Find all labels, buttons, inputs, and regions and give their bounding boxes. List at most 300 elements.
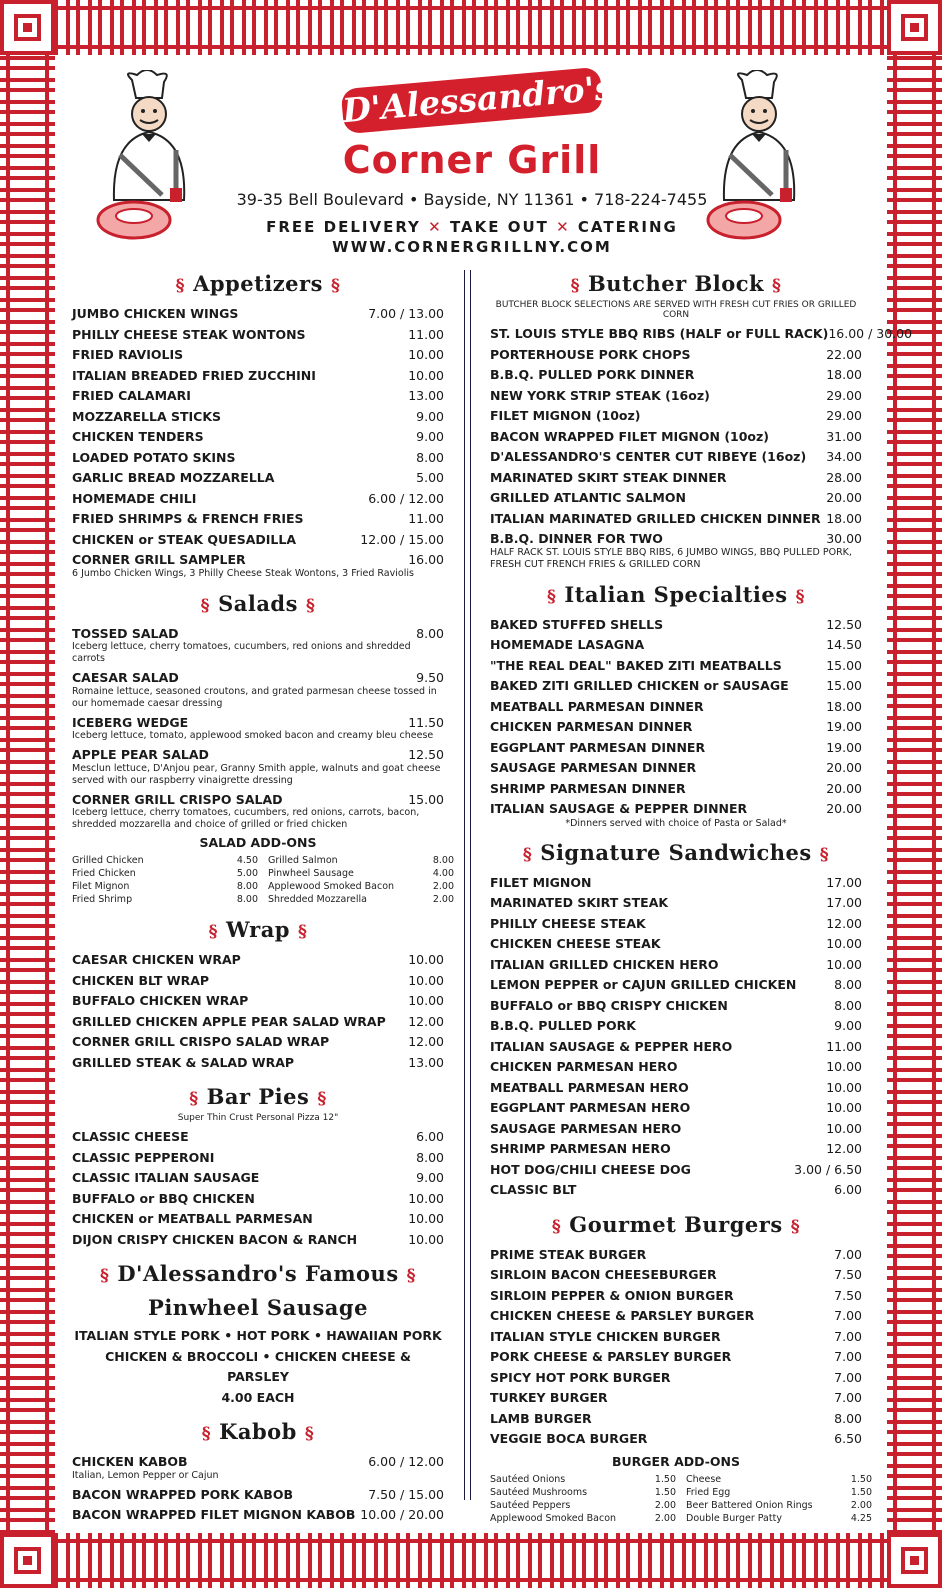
item-name: SIRLOIN BACON CHEESEBURGER bbox=[490, 1267, 717, 1282]
famous-line: CHICKEN & BROCCOLI • CHICKEN CHEESE & PARSLEY bbox=[105, 1348, 411, 1384]
menu-item bbox=[72, 991, 444, 1012]
menu-item bbox=[490, 635, 862, 656]
item-price: 16.00 bbox=[408, 552, 444, 567]
section-title: § Butcher Block § bbox=[570, 271, 782, 296]
item-name: SAUSAGE PARMESAN DINNER bbox=[490, 760, 697, 775]
item-name: HOT DOG/CHILI CHEESE DOG bbox=[490, 1161, 691, 1177]
item-name: SIRLOIN PEPPER & ONION BURGER bbox=[490, 1287, 734, 1303]
item-price: 28.00 bbox=[826, 469, 862, 485]
item-price: 10.00 bbox=[408, 1231, 444, 1247]
menu-item bbox=[72, 366, 444, 387]
salad-addons-title: SALAD ADD-ONS bbox=[199, 835, 317, 850]
item-name: CAESAR SALAD bbox=[72, 670, 179, 685]
item-name: ITALIAN SAUSAGE & PEPPER DINNER bbox=[490, 801, 748, 816]
item-name: CHICKEN PARMESAN DINNER bbox=[490, 719, 693, 734]
menu-content bbox=[62, 60, 913, 1528]
item-name: GARLIC BREAD MOZZARELLA bbox=[72, 470, 275, 485]
item-price: 7.50 / 15.00 bbox=[368, 1486, 444, 1502]
addons-grid bbox=[490, 1473, 872, 1525]
item-name: MARINATED SKIRT STEAK bbox=[490, 895, 669, 910]
item-name: "THE REAL DEAL" BAKED ZITI MEATBALLS bbox=[490, 657, 782, 673]
item-name: CHICKEN PARMESAN HERO bbox=[490, 1059, 678, 1074]
menu-item bbox=[72, 304, 444, 325]
menu-item bbox=[490, 996, 862, 1017]
menu-item bbox=[72, 1032, 444, 1053]
menu-list bbox=[72, 304, 444, 571]
cross-knives-icon: ✕ bbox=[556, 218, 578, 236]
item-price: 19.00 bbox=[826, 719, 862, 734]
item-name: BACON WRAPPED FILET MIGNON (10oz) bbox=[490, 428, 769, 444]
item-price: 10.00 bbox=[408, 1211, 444, 1226]
item-name: FILET MIGNON (10oz) bbox=[490, 408, 641, 423]
service-catering: CATERING bbox=[577, 218, 678, 236]
addon-name: Pinwheel Sausage bbox=[268, 868, 354, 879]
restaurant-address: 39-35 Bell Boulevard • Bayside, NY 11361 • 718-224-7455 bbox=[236, 190, 708, 209]
section-mark-icon: § bbox=[790, 1216, 801, 1237]
item-price: 9.00 bbox=[416, 408, 444, 424]
addon-price: 1.50 bbox=[850, 1473, 872, 1485]
menu-item bbox=[72, 1485, 444, 1506]
left-column bbox=[72, 270, 454, 1536]
item-name: PRIME STEAK BURGER bbox=[490, 1246, 647, 1262]
addon-price: 2.00 bbox=[654, 1512, 676, 1524]
item-name: EGGPLANT PARMESAN DINNER bbox=[490, 739, 706, 755]
menu-item bbox=[490, 1265, 862, 1286]
menu-item bbox=[490, 447, 862, 468]
menu-item bbox=[72, 1230, 444, 1251]
menu-item bbox=[490, 955, 862, 976]
item-description: 6 Jumbo Chicken Wings, 3 Philly Cheese Steak Wontons, 3 Fried Raviolis bbox=[72, 567, 414, 579]
menu-item bbox=[490, 324, 913, 345]
section-mark-icon: § bbox=[305, 595, 316, 616]
item-name: SHRIMP PARMESAN DINNER bbox=[490, 780, 686, 796]
menu-item bbox=[490, 975, 862, 996]
addon-name: Cheese bbox=[686, 1473, 722, 1485]
item-price: 10.00 bbox=[408, 972, 444, 988]
section-title: § Signature Sandwiches § bbox=[522, 839, 830, 865]
addon-name: Sautéed Peppers bbox=[490, 1499, 571, 1511]
item-name: CLASSIC BLT bbox=[490, 1182, 577, 1197]
right-column bbox=[490, 270, 913, 1535]
addon-name: Applewood Smoked Bacon bbox=[490, 1512, 617, 1524]
section-title: § Italian Specialties § bbox=[547, 581, 805, 607]
addon-name: Grilled Salmon bbox=[268, 855, 338, 866]
item-name: GRILLED CHICKEN APPLE PEAR SALAD WRAP bbox=[72, 1013, 386, 1029]
service-delivery: FREE DELIVERY bbox=[266, 218, 421, 236]
item-name: CAESAR CHICKEN WRAP bbox=[72, 952, 241, 967]
item-name: LEMON PEPPER or CAJUN GRILLED CHICKEN bbox=[490, 977, 797, 992]
item-price: 20.00 bbox=[826, 801, 862, 816]
item-price: 5.00 bbox=[416, 470, 444, 485]
item-description: Iceberg lettuce, tomato, applewood smoked bacon and creamy bleu cheese bbox=[72, 730, 434, 741]
item-name: CLASSIC ITALIAN SAUSAGE bbox=[72, 1170, 260, 1185]
item-price: 20.00 bbox=[826, 780, 862, 796]
item-price: 10.00 bbox=[826, 1120, 862, 1136]
addon-name: Grilled Chicken bbox=[72, 855, 144, 866]
border-corner bbox=[0, 0, 55, 55]
menu-item bbox=[490, 1306, 862, 1327]
item-price: 9.00 bbox=[834, 1018, 862, 1033]
website-url: WWW.CORNERGRILLNY.COM bbox=[332, 238, 612, 256]
menu-item bbox=[72, 530, 444, 551]
item-name: B.B.Q. PULLED PORK bbox=[490, 1018, 636, 1033]
item-name: ITALIAN MARINATED GRILLED CHICKEN DINNER bbox=[490, 510, 821, 526]
menu-item bbox=[490, 893, 862, 914]
menu-item bbox=[72, 1505, 444, 1526]
item-name: GRILLED ATLANTIC SALMON bbox=[490, 490, 686, 505]
item-price: 12.00 bbox=[826, 915, 862, 931]
item-price: 7.00 bbox=[834, 1308, 862, 1323]
item-name: VEGGIE BOCA BURGER bbox=[490, 1431, 648, 1446]
item-price: 8.00 bbox=[834, 977, 862, 992]
addon-name: Beer Battered Onion Rings bbox=[686, 1499, 813, 1511]
item-name: B.B.Q. PULLED PORK DINNER bbox=[490, 367, 695, 382]
item-price: 12.00 bbox=[408, 1013, 444, 1029]
section-butcher-block bbox=[490, 270, 913, 571]
addon-price: 2.00 bbox=[850, 1499, 872, 1511]
section-appetizers bbox=[72, 270, 444, 580]
addon-price: 2.00 bbox=[654, 1499, 676, 1511]
menu-header bbox=[62, 60, 880, 265]
item-price: 29.00 bbox=[826, 408, 862, 423]
addon-price: 5.00 bbox=[236, 868, 258, 879]
addon-price: 1.50 bbox=[654, 1486, 676, 1498]
item-name: ITALIAN BREADED FRIED ZUCCHINI bbox=[72, 367, 316, 383]
item-price: 15.00 bbox=[826, 657, 862, 673]
border-right bbox=[887, 0, 942, 1588]
menu-item bbox=[490, 738, 862, 759]
section-subtitle: Pinwheel Sausage bbox=[148, 1295, 368, 1320]
addon-name: Fried Shrimp bbox=[72, 894, 133, 905]
menu-list bbox=[490, 324, 913, 550]
item-price: 18.00 bbox=[826, 367, 862, 382]
burger-addons-title: BURGER ADD-ONS bbox=[611, 1453, 740, 1469]
section-mark-icon: § bbox=[99, 1266, 110, 1286]
menu-item bbox=[490, 873, 862, 894]
item-price: 3.00 / 6.50 bbox=[794, 1161, 862, 1177]
item-name: MEATBALL PARMESAN HERO bbox=[490, 1079, 689, 1095]
section-title: § Bar Pies § bbox=[189, 1084, 327, 1109]
item-name: MEATBALL PARMESAN DINNER bbox=[490, 698, 704, 714]
menu-item bbox=[490, 934, 862, 955]
item-name: FRIED SHRIMPS & FRENCH FRIES bbox=[72, 511, 304, 526]
menu-item bbox=[490, 1139, 862, 1160]
item-name: ITALIAN STYLE CHICKEN BURGER bbox=[490, 1328, 721, 1344]
item-name: DIJON CRISPY CHICKEN BACON & RANCH bbox=[72, 1231, 358, 1247]
menu-item bbox=[490, 1057, 862, 1078]
addon-name: Sautéed Mushrooms bbox=[490, 1486, 588, 1498]
menu-item bbox=[490, 1078, 862, 1099]
addon-price: 1.50 bbox=[850, 1486, 872, 1498]
section-mark-icon: § bbox=[304, 1424, 315, 1444]
section-title: § D'Alessandro's Famous § bbox=[99, 1261, 417, 1286]
item-price: 17.00 bbox=[826, 895, 862, 910]
section-mark-icon: § bbox=[406, 1266, 417, 1286]
item-price: 10.00 bbox=[826, 1079, 862, 1095]
item-price: 10.00 bbox=[408, 1190, 444, 1206]
item-name: ICEBERG WEDGE bbox=[72, 714, 189, 730]
item-name: BACON WRAPPED PORK KABOB bbox=[72, 1486, 293, 1502]
item-name: APPLE PEAR SALAD bbox=[72, 747, 209, 762]
item-price: 19.00 bbox=[826, 739, 862, 755]
item-price: 11.00 bbox=[408, 511, 444, 526]
item-price: 11.00 bbox=[826, 1038, 862, 1054]
addon-price: 2.00 bbox=[432, 881, 454, 892]
item-price: 6.00 / 12.00 bbox=[368, 490, 444, 506]
menu-item bbox=[72, 386, 444, 407]
item-price: 12.50 bbox=[408, 747, 444, 762]
section-mark-icon: § bbox=[200, 595, 211, 616]
item-price: 29.00 bbox=[826, 387, 862, 403]
addon-name: Applewood Smoked Bacon bbox=[268, 881, 395, 892]
item-price: 12.00 / 15.00 bbox=[360, 531, 444, 547]
menu-item bbox=[490, 914, 862, 935]
item-price: 13.00 bbox=[408, 388, 444, 403]
menu-list bbox=[490, 1245, 862, 1450]
item-description: Italian, Lemon Pepper or Cajun bbox=[72, 1469, 219, 1481]
item-price: 10.00 bbox=[408, 347, 444, 362]
item-price: 16.00 / 30.00 bbox=[828, 326, 913, 341]
section-mark-icon: § bbox=[795, 586, 805, 607]
menu-item bbox=[72, 489, 444, 510]
chef-illustration-icon bbox=[92, 70, 212, 245]
item-description: HALF RACK ST. LOUIS STYLE BBQ RIBS, 6 JUMBO WINGS, BBQ PULLED PORK, FRESH CUT FRENCH FRIES & GRILLED CORN bbox=[490, 546, 852, 570]
border-left bbox=[0, 0, 55, 1588]
section-note: BUTCHER BLOCK SELECTIONS ARE SERVED WITH FRESH CUT FRIES OR GRILLED CORN bbox=[495, 300, 857, 320]
item-price: 10.00 / 20.00 bbox=[360, 1507, 444, 1522]
menu-list bbox=[490, 873, 862, 1201]
addon-name: Shredded Mozzarella bbox=[268, 894, 367, 905]
item-price: 10.00 bbox=[826, 956, 862, 972]
menu-item bbox=[490, 365, 862, 386]
menu-list bbox=[72, 1127, 444, 1250]
services-line bbox=[212, 218, 732, 236]
section-mark-icon: § bbox=[819, 844, 830, 865]
menu-item bbox=[72, 1189, 444, 1210]
menu-item bbox=[490, 427, 862, 448]
addon-name: Filet Mignon bbox=[72, 881, 130, 892]
section-mark-icon: § bbox=[772, 276, 782, 296]
section-salads bbox=[72, 590, 454, 907]
addons-grid bbox=[72, 854, 454, 906]
item-price: 8.00 bbox=[416, 449, 444, 465]
section-famous-sausage bbox=[72, 1260, 444, 1408]
menu-item bbox=[490, 1286, 862, 1307]
addon-name: Fried Egg bbox=[686, 1486, 731, 1498]
item-name: CHICKEN or MEATBALL PARMESAN bbox=[72, 1211, 313, 1226]
menu-item bbox=[490, 656, 862, 677]
item-price: 7.00 bbox=[834, 1349, 862, 1364]
item-price: 13.00 bbox=[408, 1054, 444, 1070]
section-signature-sandwiches bbox=[490, 839, 862, 1201]
item-name: HOMEMADE LASAGNA bbox=[490, 637, 645, 652]
item-name: CHICKEN BLT WRAP bbox=[72, 972, 210, 988]
menu-item bbox=[490, 779, 862, 800]
item-price: 10.00 bbox=[826, 936, 862, 951]
addon-price: 4.00 bbox=[432, 868, 454, 879]
section-bar-pies bbox=[72, 1083, 444, 1250]
section-kabob bbox=[72, 1418, 444, 1526]
item-name: CHICKEN KABOB bbox=[72, 1454, 188, 1469]
menu-item bbox=[490, 1180, 862, 1201]
menu-list bbox=[72, 1452, 444, 1526]
section-title: § Kabob § bbox=[201, 1419, 315, 1444]
menu-item bbox=[490, 615, 862, 636]
menu-item bbox=[490, 1327, 862, 1348]
section-mark-icon: § bbox=[330, 276, 341, 296]
menu-item bbox=[490, 758, 862, 779]
item-name: NEW YORK STRIP STEAK (16oz) bbox=[490, 387, 710, 403]
item-description: Romaine lettuce, seasoned croutons, and grated parmesan cheese tossed in our homemade caesar dressing bbox=[72, 685, 437, 709]
item-name: PORK CHEESE & PARSLEY BURGER bbox=[490, 1349, 732, 1364]
item-price: 10.00 bbox=[826, 1100, 862, 1115]
item-price: 8.00 bbox=[834, 997, 862, 1013]
menu-item bbox=[72, 407, 444, 428]
item-name: CHICKEN TENDERS bbox=[72, 429, 204, 444]
menu-item bbox=[72, 345, 444, 366]
menu-item bbox=[72, 1127, 444, 1148]
famous-line: ITALIAN STYLE PORK • HOT PORK • HAWAIIAN PORK bbox=[74, 1328, 442, 1343]
section-gourmet-burgers bbox=[490, 1211, 872, 1525]
item-name: SAUSAGE PARMESAN HERO bbox=[490, 1120, 682, 1136]
item-name: FRIED RAVIOLIS bbox=[72, 347, 184, 362]
menu-item bbox=[72, 971, 444, 992]
menu-item bbox=[490, 1388, 862, 1409]
menu-item bbox=[490, 1245, 862, 1266]
menu-item bbox=[490, 1016, 862, 1037]
item-name: D'ALESSANDRO'S CENTER CUT RIBEYE (16oz) bbox=[490, 449, 807, 464]
item-name: PHILLY CHEESE STEAK bbox=[490, 915, 646, 931]
item-name: SPICY HOT PORK BURGER bbox=[490, 1369, 671, 1385]
item-price: 10.00 bbox=[826, 1059, 862, 1074]
addon-name: Double Burger Patty bbox=[686, 1512, 782, 1524]
item-name: EGGPLANT PARMESAN HERO bbox=[490, 1100, 691, 1115]
item-name: BUFFALO or BBQ CRISPY CHICKEN bbox=[490, 997, 728, 1013]
item-name: SHRIMP PARMESAN HERO bbox=[490, 1141, 671, 1156]
item-name: TOSSED SALAD bbox=[72, 625, 179, 641]
border-corner bbox=[0, 1533, 55, 1588]
menu-item bbox=[490, 1098, 862, 1119]
item-description: Mesclun lettuce, D'Anjou pear, Granny Smith apple, walnuts and goat cheese served with our raspberry vinaigrette dressing bbox=[72, 762, 441, 786]
menu-item bbox=[490, 1409, 862, 1430]
item-price: 15.00 bbox=[408, 791, 444, 807]
item-price: 15.00 bbox=[826, 678, 862, 693]
item-price: 6.50 bbox=[834, 1431, 862, 1446]
section-mark-icon: § bbox=[298, 922, 308, 942]
item-description: Iceberg lettuce, cherry tomatoes, cucumbers, red onions and shredded carrots bbox=[72, 641, 411, 664]
section-title: § Gourmet Burgers § bbox=[551, 1211, 801, 1237]
menu-item bbox=[490, 1347, 862, 1368]
section-mark-icon: § bbox=[547, 586, 557, 607]
menu-item bbox=[490, 386, 862, 407]
famous-price: 4.00 EACH bbox=[221, 1389, 295, 1405]
item-description: Iceberg lettuce, cherry tomatoes, cucumbers, red onions, carrots, bacon, shredded mozzarella and choice of grilled or fried chicken bbox=[72, 807, 420, 830]
item-price: 10.00 bbox=[408, 952, 444, 967]
section-title: § Wrap § bbox=[208, 917, 308, 942]
logo-title: Corner Grill bbox=[342, 138, 602, 182]
item-name: FILET MIGNON bbox=[490, 874, 592, 890]
border-corner bbox=[887, 1533, 942, 1588]
item-price: 6.00 / 12.00 bbox=[368, 1454, 444, 1469]
addon-price: 4.50 bbox=[236, 855, 258, 866]
item-price: 6.00 bbox=[416, 1129, 444, 1144]
item-price: 7.00 bbox=[834, 1369, 862, 1385]
item-price: 11.50 bbox=[408, 714, 444, 730]
menu-item bbox=[490, 1119, 862, 1140]
item-price: 14.50 bbox=[826, 637, 862, 652]
menu-item bbox=[490, 676, 862, 697]
section-title: § Appetizers § bbox=[175, 271, 341, 296]
item-price: 12.00 bbox=[408, 1034, 444, 1049]
item-price: 7.00 / 13.00 bbox=[368, 306, 444, 321]
menu-item bbox=[72, 1012, 444, 1033]
item-price: 20.00 bbox=[826, 760, 862, 775]
item-price: 7.00 bbox=[834, 1246, 862, 1262]
addon-name: Fried Chicken bbox=[72, 868, 136, 879]
item-name: CHICKEN CHEESE STEAK bbox=[490, 936, 661, 951]
item-price: 12.50 bbox=[826, 616, 862, 632]
item-name: LOADED POTATO SKINS bbox=[72, 449, 236, 465]
addon-name: Sautéed Onions bbox=[490, 1473, 566, 1485]
addon-price: 1.50 bbox=[654, 1473, 676, 1485]
item-name: CORNER GRILL CRISPO SALAD bbox=[72, 791, 283, 807]
item-price: 18.00 bbox=[826, 698, 862, 714]
addon-price: 2.00 bbox=[432, 894, 454, 905]
menu-list bbox=[490, 615, 862, 820]
section-mark-icon: § bbox=[189, 1089, 199, 1109]
menu-item bbox=[490, 509, 862, 530]
menu-item bbox=[490, 488, 862, 509]
item-price: 34.00 bbox=[826, 449, 862, 464]
menu-item bbox=[72, 509, 444, 530]
menu-item bbox=[490, 697, 862, 718]
item-name: CHICKEN CHEESE & PARSLEY BURGER bbox=[490, 1308, 755, 1323]
section-italian-specialties bbox=[490, 581, 862, 829]
menu-list bbox=[72, 950, 444, 1073]
item-price: 6.00 bbox=[834, 1182, 862, 1197]
menu-item bbox=[490, 717, 862, 738]
item-name: ITALIAN SAUSAGE & PEPPER HERO bbox=[490, 1038, 733, 1054]
item-price: 31.00 bbox=[826, 428, 862, 444]
item-price: 10.00 bbox=[408, 367, 444, 383]
item-name: CORNER GRILL CRISPO SALAD WRAP bbox=[72, 1034, 330, 1049]
service-takeout: TAKE OUT bbox=[449, 218, 549, 236]
item-name: BAKED STUFFED SHELLS bbox=[490, 616, 664, 632]
item-name: TURKEY BURGER bbox=[490, 1390, 608, 1405]
item-name: BUFFALO or BBQ CHICKEN bbox=[72, 1190, 255, 1206]
addon-price: 8.00 bbox=[432, 855, 454, 866]
item-name: CLASSIC PEPPERONI bbox=[72, 1149, 215, 1165]
menu-item bbox=[72, 1148, 444, 1169]
menu-item bbox=[490, 406, 862, 427]
menu-item bbox=[72, 468, 444, 489]
section-note: *Dinners served with choice of Pasta or Salad* bbox=[565, 817, 787, 829]
item-price: 20.00 bbox=[826, 490, 862, 505]
item-name: PHILLY CHEESE STEAK WONTONS bbox=[72, 326, 306, 342]
section-mark-icon: § bbox=[317, 1089, 327, 1109]
menu-item bbox=[72, 448, 444, 469]
menu-item bbox=[490, 799, 862, 820]
item-name: PORTERHOUSE PORK CHOPS bbox=[490, 346, 691, 362]
item-price: 8.00 bbox=[834, 1410, 862, 1426]
menu-item bbox=[72, 1168, 444, 1189]
section-mark-icon: § bbox=[551, 1216, 562, 1237]
menu-item bbox=[490, 468, 862, 489]
item-name: MARINATED SKIRT STEAK DINNER bbox=[490, 469, 727, 485]
menu-item bbox=[72, 950, 444, 971]
item-name: B.B.Q. DINNER FOR TWO bbox=[490, 531, 663, 546]
item-name: FRIED CALAMARI bbox=[72, 388, 191, 403]
